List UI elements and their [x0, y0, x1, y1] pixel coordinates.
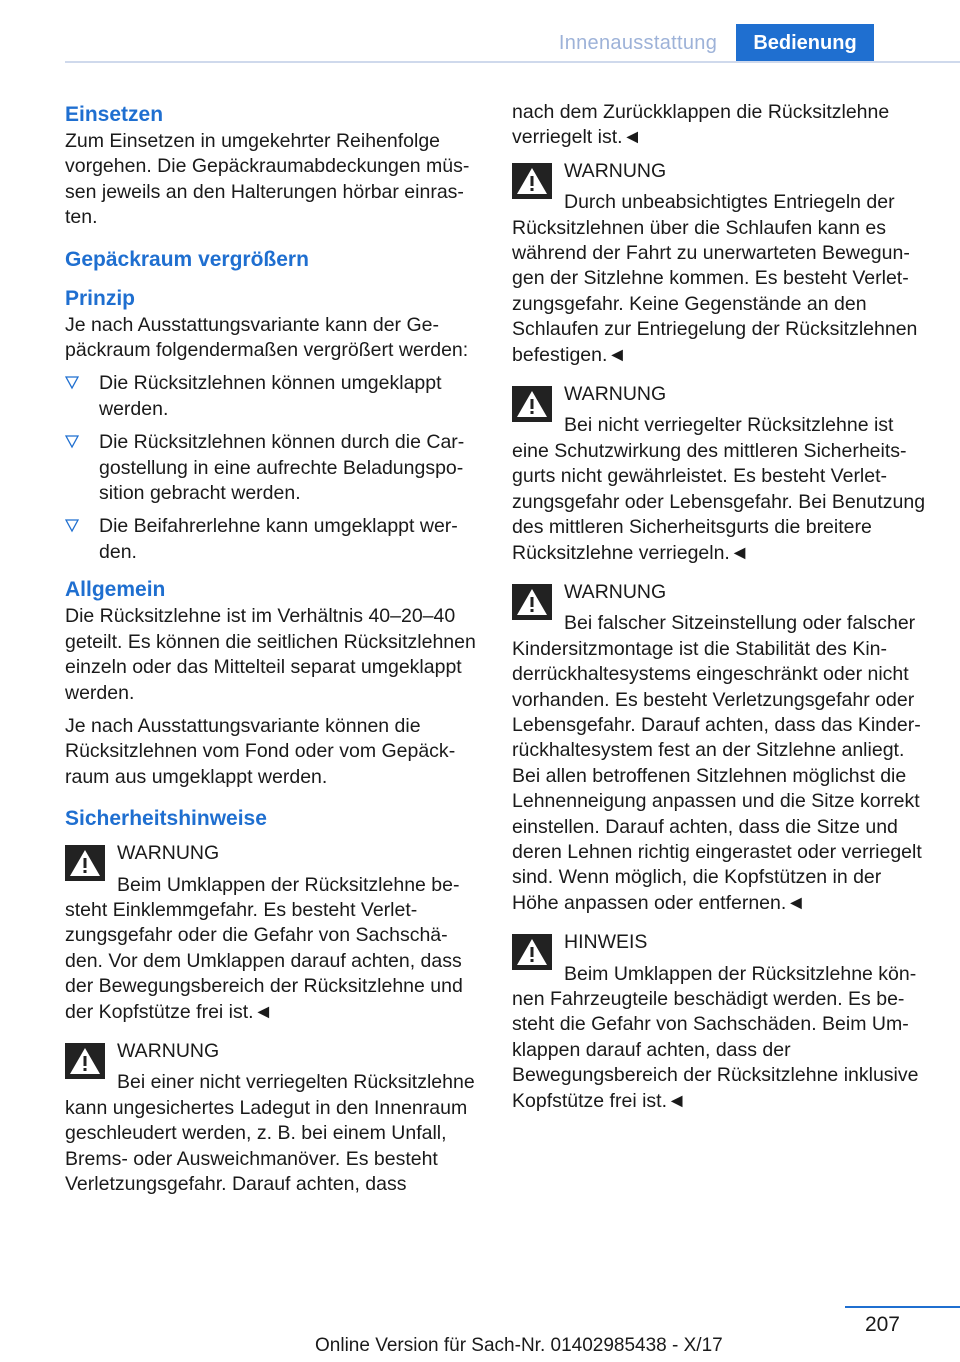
warning-block [65, 841, 477, 1025]
notice-block [512, 930, 932, 1114]
list-item-text: Die Rücksitzlehnen können umgeklappt werden. [99, 372, 442, 420]
heading-allgemein: Allgemein [65, 578, 166, 602]
warning-triangle-icon [512, 934, 552, 970]
list-item [65, 371, 477, 422]
header-rule [65, 61, 960, 63]
einsetzen-text: Zum Einsetzen in umgekehrter Reihenfolge vorgehen. Die Gepäckraumabdeckungen müssen jeweils an den Halterungen hörbar einrasten. [65, 130, 470, 229]
prinzip-text: Je nach Ausstattungsvariante kann der Gepäckraum folgendermaßen vergrößert werden: [65, 313, 469, 362]
page-header [0, 0, 960, 64]
list-item [65, 514, 477, 565]
right-column [512, 100, 932, 1128]
warning-label: WARNUNG [117, 842, 220, 865]
footer-rule [845, 1306, 960, 1308]
heading-gepaeckraum-vergroessern: Gepäckraum vergrößern [65, 247, 309, 271]
warning-text: Bei falscher Sitzeinstellung oder falscher Kindersitzmontage ist die Stabilität des Kinderrückhaltesystems eingeschränkt oder nicht vorhanden. Es besteht Verletzungsgefahr oder Lebensgefahr. Darauf achten, dass das Kinderrückhaltesystem fest an der Sitzlehne anliegt. Bei allen betroffenen Sitzlehnen möglichst die Lehnenneigung anpassen und die Sitze korrekt einstellen. Darauf achten, dass die Sitze und deren Lehnen richtig eingerastet oder verriegelt sind. Wenn möglich, die Kopfstützen in der Höhe anpassen oder entfernen.◄ [512, 612, 922, 914]
list-item-text: Die Rücksitzlehnen können durch die Cargostellung in eine aufrechte Beladungsposition gebracht werden. [99, 431, 465, 505]
warning-label: WARNUNG [117, 1039, 220, 1062]
bullet-triangle-icon [65, 376, 79, 390]
bullet-triangle-icon [65, 519, 79, 533]
warning-text: Bei einer nicht verriegelten Rücksitzlehne kann ungesichertes Ladegut in den Innenraum geschleudert werden, z. B. bei einem Unfall, Brems- oder Ausweichmanöver. Es besteht Verletzungsgefahr. Darauf achten, dass [65, 1071, 475, 1195]
list-item-text: Die Beifahrerlehne kann umgeklappt werden. [99, 515, 458, 563]
notice-label: HINWEIS [564, 931, 648, 954]
warning-block [512, 159, 932, 368]
warning-label: WARNUNG [564, 159, 667, 182]
left-column [65, 100, 477, 1211]
warning-block [512, 580, 932, 916]
notice-text: Beim Umklappen der Rücksitzlehne können Fahrzeugteile beschädigt werden. Es besteht die Gefahr von Sachschäden. Beim Umklappen darauf achten, dass der Bewegungsbereich der Rücksitzlehne inklusive Kopfstütze frei ist.◄ [512, 962, 919, 1112]
allgemein-text-2: Je nach Ausstattungsvariante können die Rücksitzlehnen vom Fond oder vom Gepäckraum aus umgeklappt werden. [65, 714, 456, 788]
warning-label: WARNUNG [564, 580, 667, 603]
section-tab-bedienung: Bedienung [736, 24, 874, 63]
continuation-text: nach dem Zurückklappen die Rücksitzlehne verriegelt ist.◄ [512, 101, 890, 149]
warning-triangle-icon [65, 1043, 105, 1079]
warning-triangle-icon [65, 845, 105, 881]
heading-prinzip: Prinzip [65, 286, 136, 310]
warning-text: Beim Umklappen der Rücksitzlehne besteht Einklemmgefahr. Es besteht Verletzungsgefahr oder die Gefahr von Sachschäden. Vor dem Umklappen darauf achten, dass der Bewegungsbereich der Rücksitzlehne und der Kopfstütze frei ist.◄ [65, 873, 463, 1023]
warning-triangle-icon [512, 584, 552, 620]
allgemein-text-1: Die Rücksitzlehne ist im Verhältnis 40–20–40 geteilt. Es können die seitlichen Rücksitzlehnen einzeln oder das Mittelteil separat umgeklappt werden. [65, 605, 476, 704]
warning-label: WARNUNG [564, 383, 667, 406]
page-number: 207 [864, 1313, 900, 1336]
heading-einsetzen: Einsetzen [65, 103, 164, 126]
warning-triangle-icon [512, 386, 552, 422]
heading-sicherheitshinweise: Sicherheitshinweise [65, 807, 267, 831]
online-version-footer: Online Version für Sach-Nr. 01402985438 - X/17 [315, 1335, 723, 1356]
warning-block [512, 382, 932, 566]
prinzip-list [65, 371, 477, 565]
warning-block [65, 1039, 477, 1197]
warning-text: Bei nicht verriegelter Rücksitzlehne ist eine Schutzwirkung des mittleren Sicherheitsgurts nicht gewährleistet. Es besteht Verletzungsgefahr oder Lebensgefahr. Bei Benutzung des mittleren Sicherheitsgurts die breitere Rücksitzlehne verriegeln.◄ [512, 414, 926, 564]
bullet-triangle-icon [65, 435, 79, 449]
list-item [65, 430, 477, 506]
warning-triangle-icon [512, 163, 552, 199]
section-tab-innenausstattung: Innenausstattung [558, 32, 718, 54]
warning-text: Durch unbeabsichtigtes Entriegeln der Rücksitzlehnen über die Schlaufen kann es während der Fahrt zu unerwarteten Bewegungen der Sitzlehne kommen. Es besteht Verletzungsgefahr. Keine Gegenstände an den Schlaufen zur Entriegelung der Rücksitzlehnen befestigen.◄ [512, 191, 918, 366]
